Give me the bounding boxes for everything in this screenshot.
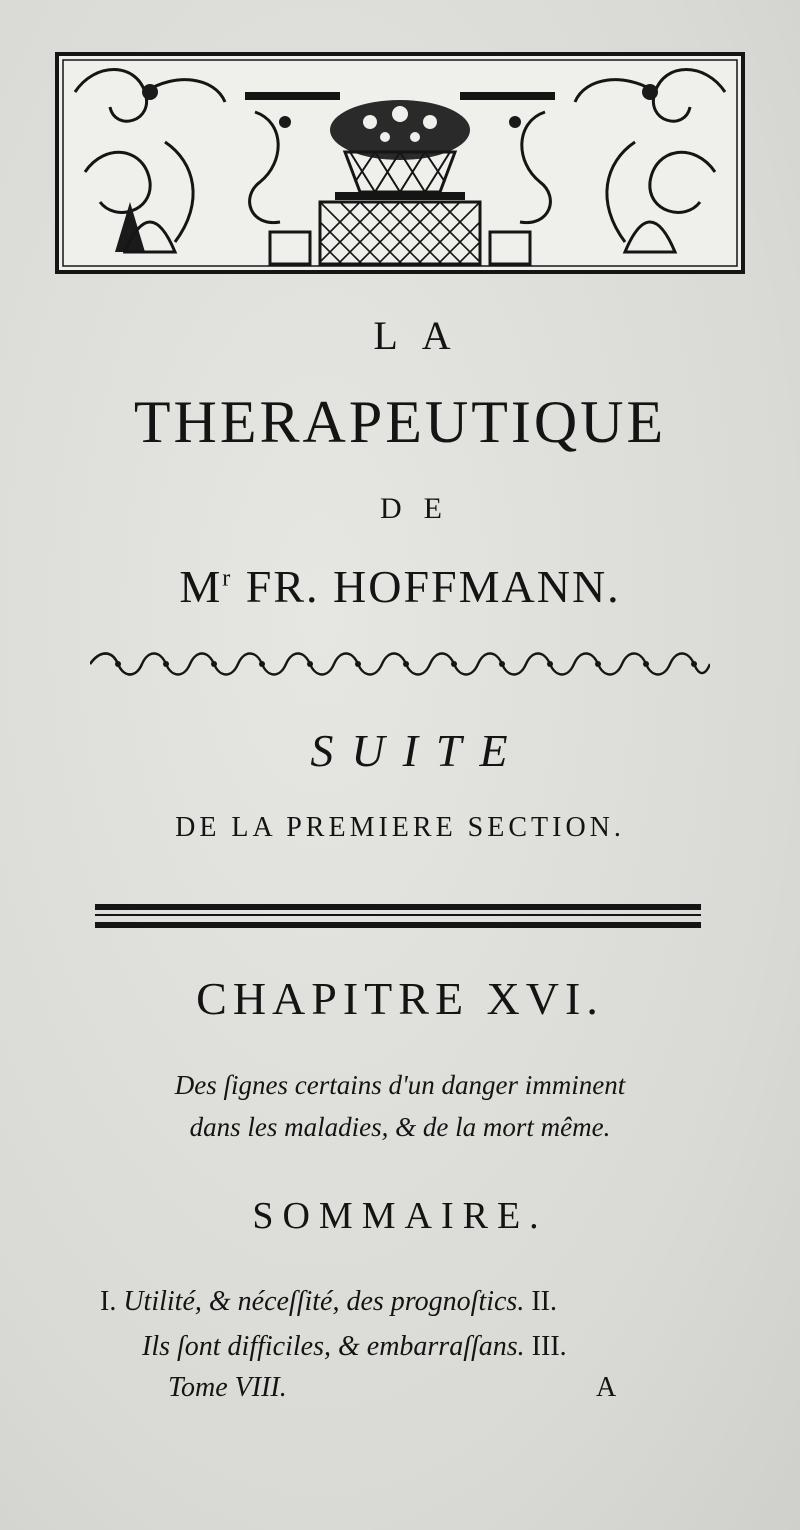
sommaire-heading: SOMMAIRE. <box>252 1195 548 1237</box>
rule-top <box>95 904 701 910</box>
chapter-description-line2: dans les maladies, & de la mort même. <box>189 1112 611 1142</box>
title-article: LA <box>373 313 475 358</box>
title-preposition: DE <box>380 492 464 525</box>
sommaire-end-1: II. <box>531 1286 557 1317</box>
sommaire-line-2 <box>142 1331 567 1363</box>
headpiece-ornament <box>55 52 745 274</box>
sommaire-line-1 <box>100 1286 557 1318</box>
sommaire-end-2: III. <box>531 1331 567 1362</box>
fleuron-divider <box>90 646 710 682</box>
sommaire-text-1: Utilité, & néceſſité, des prognoſtics. <box>123 1286 525 1317</box>
rule-bottom <box>95 922 701 928</box>
sommaire-num-1: I. <box>100 1286 117 1317</box>
chapter-description-line1: Des ſignes certains d'un danger imminent <box>174 1070 626 1100</box>
book-title: THERAPEUTIQUE <box>133 389 667 455</box>
author-prefix-superscript: r <box>222 565 233 592</box>
author-prefix: M <box>179 561 223 612</box>
rule-middle <box>95 914 701 916</box>
author-name: FR. HOFFMANN. <box>245 561 621 612</box>
signature-letter: A <box>596 1372 617 1403</box>
section-subheading: DE LA PREMIERE SECTION. <box>175 812 625 843</box>
chapter-heading: CHAPITRE XVI. <box>196 973 604 1024</box>
suite-heading: SUITE <box>310 725 526 776</box>
author-line <box>0 560 800 613</box>
sommaire-text-2: Ils ſont difficiles, & embarraſſans. <box>142 1331 525 1362</box>
signature-tome: Tome VIII. <box>168 1372 287 1403</box>
